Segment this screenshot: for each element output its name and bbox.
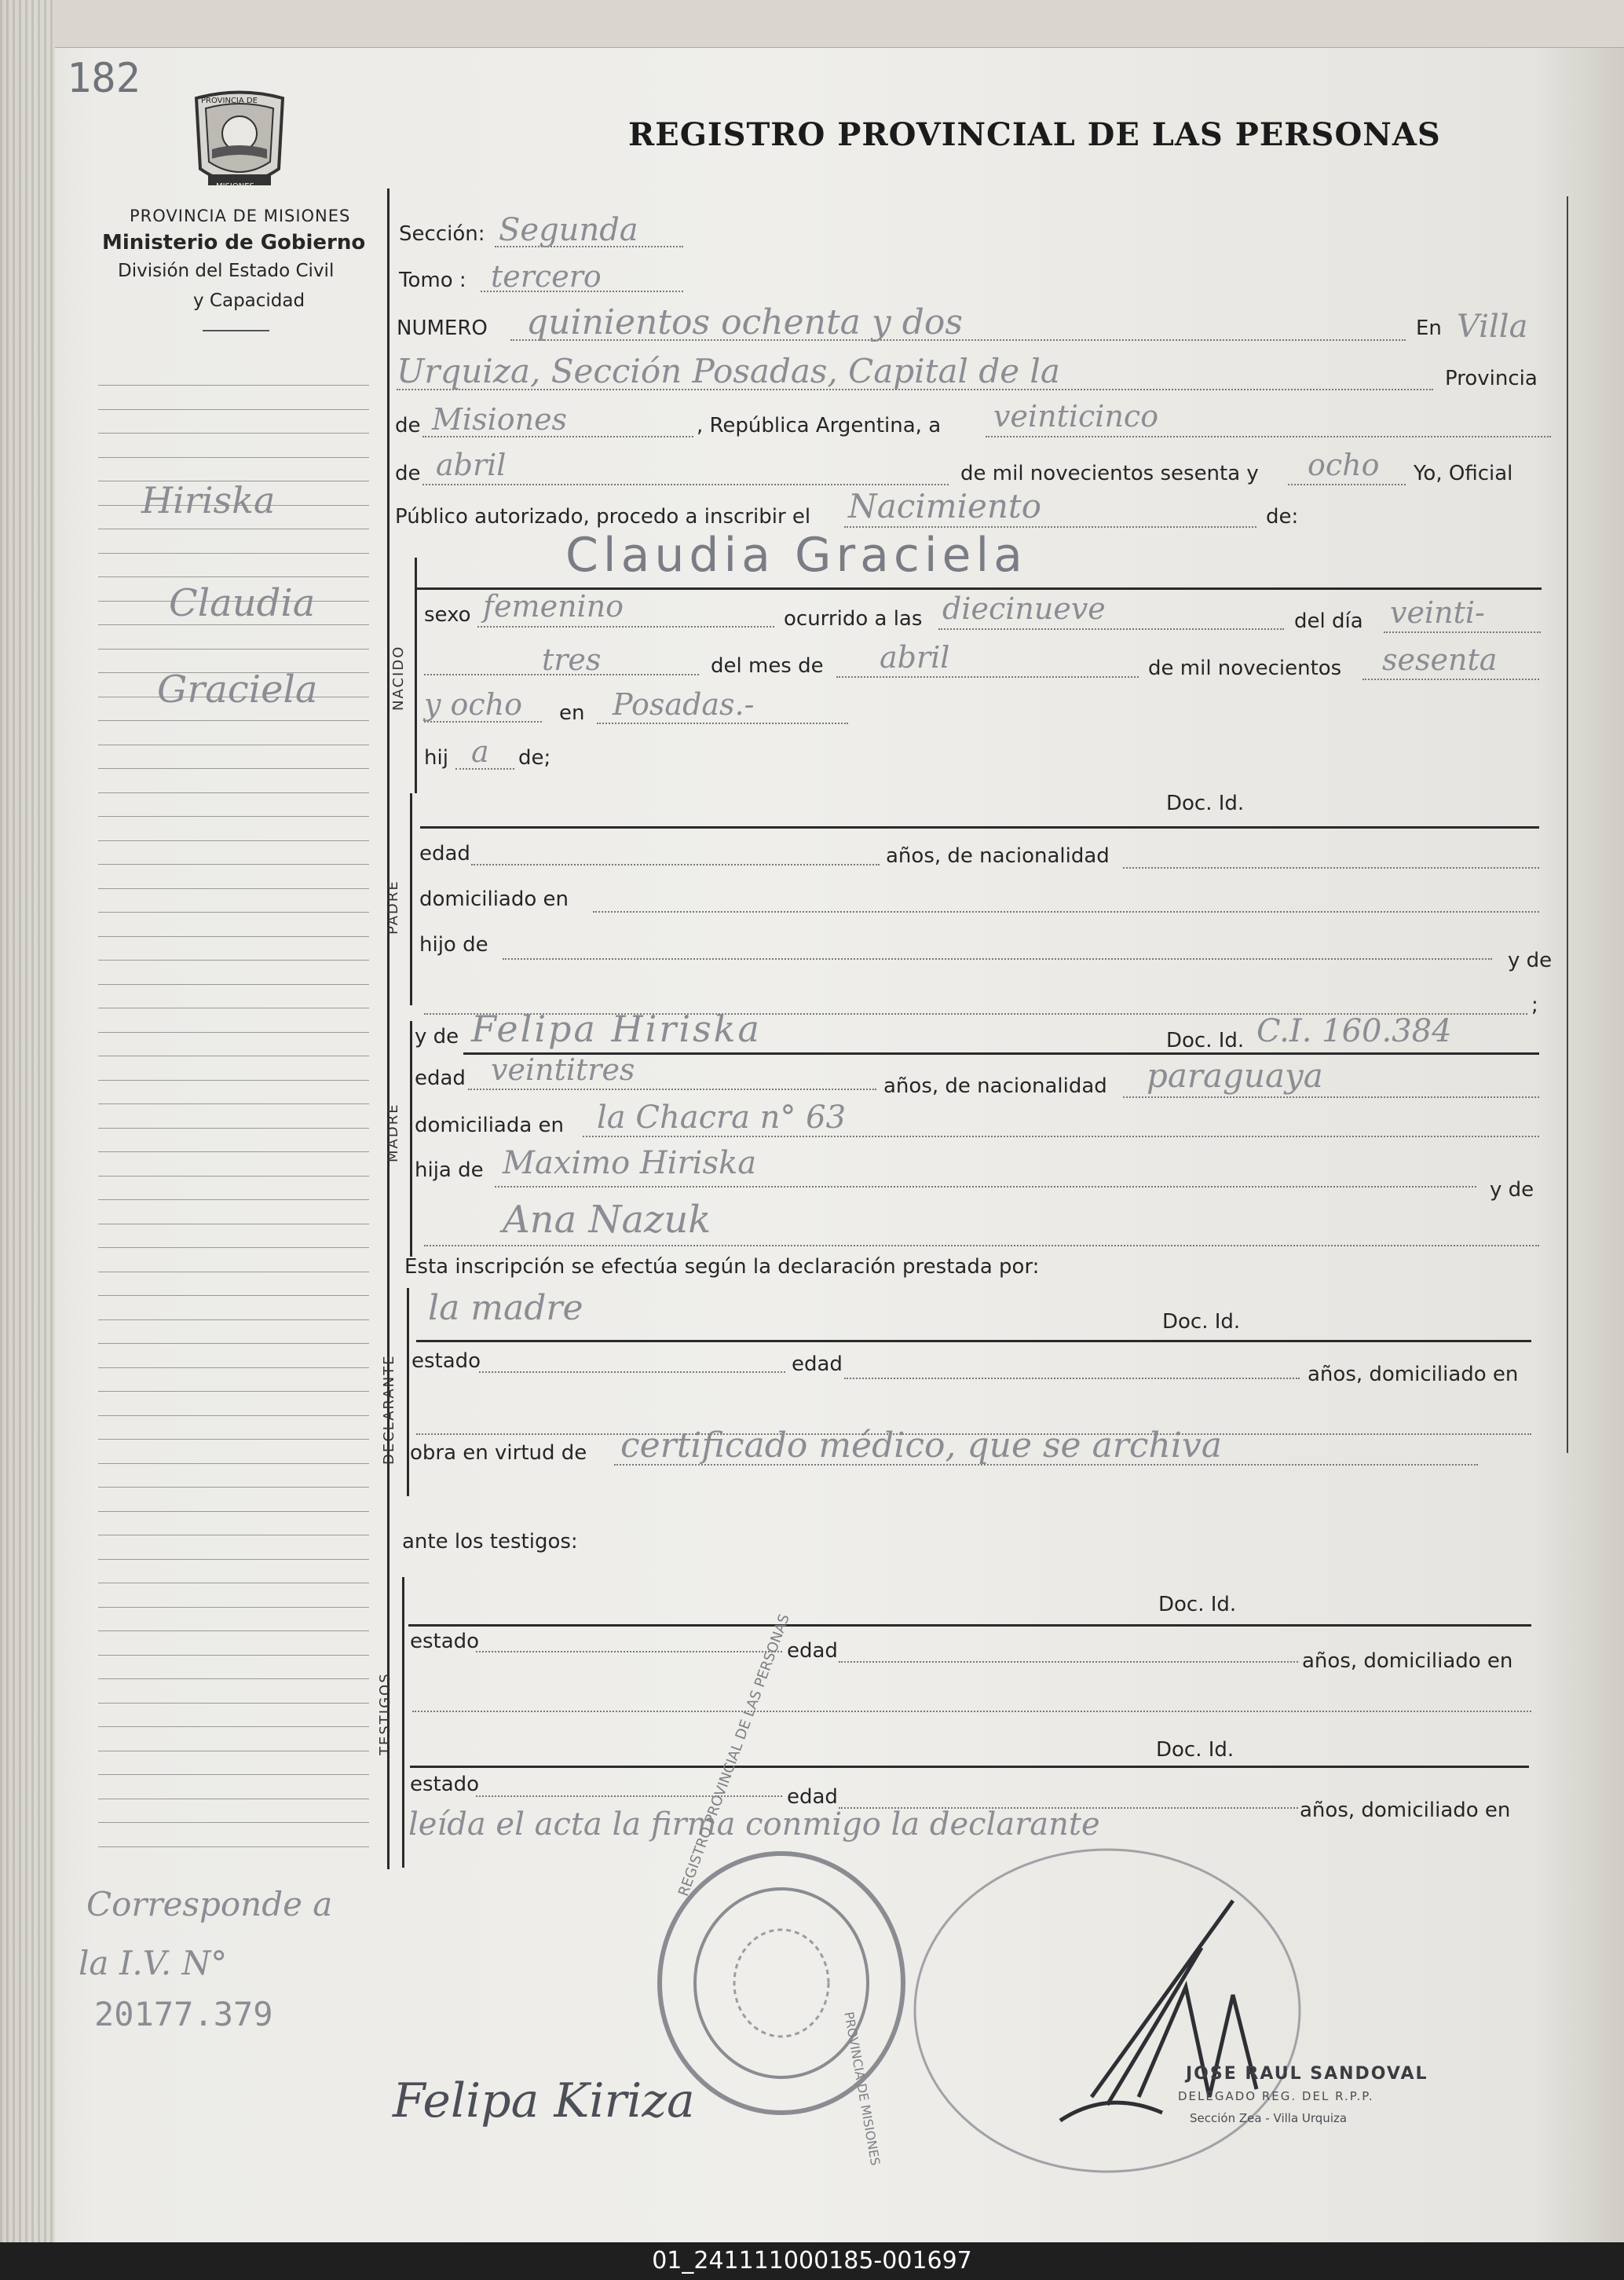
declarante-signature: Felipa Kiriza xyxy=(393,2073,695,2128)
testigo1-top-rule xyxy=(408,1624,1531,1627)
province-label: PROVINCIA DE MISIONES xyxy=(130,207,351,225)
margin-rule xyxy=(98,457,369,458)
anio-value: ocho xyxy=(1308,448,1380,482)
en-label: En xyxy=(1416,317,1442,340)
de-label: de xyxy=(395,414,421,437)
dia-line xyxy=(986,436,1551,437)
margin-rule xyxy=(98,912,369,913)
madre-domicilio-line xyxy=(583,1136,1539,1137)
madre-hija-label: hija de xyxy=(415,1158,484,1182)
obra-value: certificado médico, que se archiva xyxy=(620,1425,1222,1466)
testigo1-domicilio-line xyxy=(412,1711,1531,1712)
yo-oficial-label: Yo, Oficial xyxy=(1414,462,1513,485)
padre-domicilio-label: domiciliado en xyxy=(419,887,569,911)
leida-value: leída el acta la firma conmigo la declarante xyxy=(408,1806,1100,1843)
provincia-label: Provincia xyxy=(1445,367,1538,390)
margin-rule xyxy=(98,1080,369,1081)
declarante-estado-label: estado xyxy=(411,1349,481,1373)
margin-rule xyxy=(98,1511,369,1512)
madre-domicilio-label: domiciliada en xyxy=(415,1114,565,1137)
margin-rule xyxy=(98,864,369,865)
margin-rule xyxy=(98,553,369,554)
margin-nombre2: Graciela xyxy=(157,668,318,712)
madre-edad-value: veintitres xyxy=(491,1052,635,1087)
margin-rule xyxy=(98,1247,369,1248)
footer-identifier: 01_241111000185-001697 xyxy=(0,2242,1624,2280)
top-edge xyxy=(55,0,1624,48)
margin-rule xyxy=(98,1463,369,1464)
madre-doc-value: C.I. 160.384 xyxy=(1256,1013,1452,1049)
document-title: REGISTRO PROVINCIAL DE LAS PERSONAS xyxy=(628,116,1441,153)
seccion-value: Segunda xyxy=(499,212,638,248)
declarante-anos-label: años, domiciliado en xyxy=(1308,1363,1519,1386)
declarante-top-rule xyxy=(416,1340,1531,1342)
declarante-bracket xyxy=(407,1288,409,1496)
lugar-nac-value: Posadas.- xyxy=(613,687,755,722)
side-label-declarante: DECLARANTE xyxy=(381,1354,397,1465)
testigo2-doc-label: Doc. Id. xyxy=(1156,1738,1234,1762)
official-place: Sección Zea - Villa Urquiza xyxy=(1190,2111,1348,2125)
lugar-value: Urquiza, Sección Posadas, Capital de la xyxy=(397,352,1060,390)
page-number: 182 xyxy=(67,55,141,102)
padre-edad-label: edad xyxy=(419,842,470,866)
anio-line xyxy=(1288,484,1406,485)
en-value: Villa xyxy=(1457,309,1528,345)
margin-rule xyxy=(98,1319,369,1320)
declarante-doc-label: Doc. Id. xyxy=(1162,1310,1241,1334)
testigo1-estado-line xyxy=(476,1651,782,1652)
padre-hijo-label: hijo de xyxy=(419,933,488,957)
margin-rule xyxy=(98,1415,369,1416)
sexo-line xyxy=(477,626,774,628)
margin-rule xyxy=(98,1391,369,1392)
padre-hijo-line xyxy=(503,958,1492,960)
madre-madre-value: Ana Nazuk xyxy=(503,1198,711,1242)
side-label-nacido: NACIDO xyxy=(390,645,407,711)
margin-rule xyxy=(98,1439,369,1440)
anio-nac-value: sesenta xyxy=(1382,642,1498,677)
margin-rule xyxy=(98,1846,369,1847)
testigos-bracket xyxy=(402,1577,404,1868)
testigo2-estado-label: estado xyxy=(410,1773,480,1796)
padre-top-rule xyxy=(420,826,1539,829)
margin-rule xyxy=(98,792,369,793)
ministry-label: Ministerio de Gobierno xyxy=(102,231,366,254)
child-name: Claudia Graciela xyxy=(565,528,1027,583)
dia-nac-line xyxy=(1384,631,1541,633)
margin-rule xyxy=(98,1151,369,1152)
capacity-label: y Capacidad xyxy=(193,291,305,311)
madre-edad-label: edad xyxy=(415,1067,466,1090)
nacido-bracket xyxy=(415,558,417,793)
madre-nac-line xyxy=(1123,1096,1539,1098)
sexo-label: sexo xyxy=(424,603,471,627)
margin-nombre1: Claudia xyxy=(169,581,316,625)
madre-anos-label: años, de nacionalidad xyxy=(883,1074,1107,1098)
margin-nota-2: la I.V. N° xyxy=(79,1944,228,1982)
margin-rule xyxy=(98,1607,369,1608)
de-colon-label: de: xyxy=(1266,505,1299,529)
margin-rule xyxy=(98,1703,369,1704)
testigo2-anos-label: años, domiciliado en xyxy=(1300,1799,1511,1822)
tomo-label: Tomo : xyxy=(399,269,466,292)
margin-rule xyxy=(98,1343,369,1344)
margin-rule xyxy=(98,1559,369,1560)
de2-label: de xyxy=(395,462,421,485)
margin-rule xyxy=(98,888,369,889)
hora-value: diecinueve xyxy=(942,591,1106,626)
margin-nota-3: 20177.379 xyxy=(94,1995,273,2033)
madre-nombre-value: Felipa Hiriska xyxy=(471,1008,762,1050)
margin-rule xyxy=(98,936,369,937)
margin-nota-1: Corresponde a xyxy=(86,1885,333,1923)
margin-rule xyxy=(98,1678,369,1679)
padre-anos-label: años, de nacionalidad xyxy=(886,844,1110,868)
republica-label: , República Argentina, a xyxy=(697,414,942,437)
padre-semicolon: ; xyxy=(1531,994,1538,1017)
provincia-value: Misiones xyxy=(432,402,568,437)
sexo-value: femenino xyxy=(483,589,624,624)
dia-value: veinticinco xyxy=(993,399,1159,434)
testigo2-edad-label: edad xyxy=(787,1785,838,1809)
mes-nac-line xyxy=(836,676,1139,678)
header-rule xyxy=(203,330,269,331)
margin-rule xyxy=(98,433,369,434)
madre-y-de2-label: y de xyxy=(1490,1178,1534,1202)
margin-rule xyxy=(98,1032,369,1033)
padre-nac-line xyxy=(1123,867,1539,869)
testigo1-anos-label: años, domiciliado en xyxy=(1302,1649,1513,1673)
madre-bracket xyxy=(410,1021,412,1257)
emblem-text-bottom: MISIONES xyxy=(216,182,254,191)
inscripcion-label: Esta inscripción se efectúa según la declaración prestada por: xyxy=(404,1255,1040,1279)
right-edge-line xyxy=(1567,196,1568,1453)
declarante-edad-label: edad xyxy=(792,1352,843,1376)
margin-rule xyxy=(98,1295,369,1296)
obra-label: obra en virtud de xyxy=(410,1441,587,1465)
side-label-madre: MADRE xyxy=(385,1103,401,1162)
margin-rule xyxy=(98,1199,369,1200)
padre-y-de-label: y de xyxy=(1508,949,1553,972)
hij-label: hij xyxy=(424,746,448,770)
margin-rule xyxy=(98,840,369,841)
madre-hija-line xyxy=(495,1186,1476,1188)
mes-line xyxy=(422,484,949,485)
book-binding xyxy=(0,0,55,2242)
hij-value: a xyxy=(471,734,489,769)
mes-nac-value: abril xyxy=(880,640,950,675)
anio-nac-line xyxy=(1362,679,1539,680)
margin-rule xyxy=(98,720,369,721)
testigo1-estado-label: estado xyxy=(410,1630,480,1653)
dia-nac-value: veinti- xyxy=(1390,595,1485,630)
testigo2-top-rule xyxy=(410,1766,1529,1768)
numero-value: quinientos ochenta y dos xyxy=(526,302,963,342)
hora-line xyxy=(938,628,1284,630)
publico-label: Público autorizado, procedo a inscribir el xyxy=(395,505,811,529)
testigo1-edad-line xyxy=(839,1661,1298,1663)
margin-rule xyxy=(98,984,369,985)
padre-bracket xyxy=(410,793,412,1005)
official-name: JOSE RAUL SANDOVAL xyxy=(1186,2064,1428,2084)
declarante-estado-line xyxy=(479,1371,785,1373)
madre-madre-line xyxy=(424,1245,1539,1246)
margin-apellido: Hiriska xyxy=(141,479,276,522)
seccion-label: Sección: xyxy=(399,222,485,246)
madre-padre-value: Maximo Hiriska xyxy=(503,1145,757,1181)
dia2-value: tres xyxy=(542,642,602,677)
madre-doc-label: Doc. Id. xyxy=(1166,1029,1245,1052)
official-role: DELEGADO REG. DEL R.P.P. xyxy=(1178,2089,1374,2103)
margin-rule xyxy=(98,409,369,410)
del-dia-label: del día xyxy=(1294,609,1363,633)
anio-nac2-value: y ocho xyxy=(424,687,523,722)
declarante-edad-line xyxy=(844,1378,1300,1379)
madre-y-de-label: y de xyxy=(415,1025,459,1049)
official-signature-circle xyxy=(903,1838,1311,2183)
main-frame-line xyxy=(387,188,390,1869)
margin-rule xyxy=(98,1630,369,1631)
en2-label: en xyxy=(559,701,585,725)
margin-rule xyxy=(98,960,369,961)
division-label: División del Estado Civil xyxy=(118,261,335,281)
madre-domicilio-value: la Chacra n° 63 xyxy=(597,1100,847,1136)
tomo-value: tercero xyxy=(491,259,602,294)
margin-rule xyxy=(98,1128,369,1129)
testigo1-edad-label: edad xyxy=(787,1639,838,1663)
numero-label: NUMERO xyxy=(397,317,488,340)
testigo2-estado-line xyxy=(476,1795,782,1797)
declarante-value: la madre xyxy=(428,1288,583,1328)
stamp-ring-text: REGISTRO PROVINCIAL DE LAS PERSONAS xyxy=(675,1612,793,1899)
padre-edad-line xyxy=(471,864,880,866)
testigo1-doc-label: Doc. Id. xyxy=(1158,1593,1237,1616)
margin-rule xyxy=(98,1103,369,1104)
del-mes-label: del mes de xyxy=(711,654,824,678)
margin-rule xyxy=(98,649,369,650)
mes-value: abril xyxy=(436,448,507,482)
side-label-padre: PADRE xyxy=(385,880,401,935)
margin-rule xyxy=(98,1176,369,1177)
madre-edad-line xyxy=(468,1089,876,1090)
inscribir-value: Nacimiento xyxy=(848,487,1042,525)
margin-rule xyxy=(98,768,369,769)
madre-nac-value: paraguaya xyxy=(1147,1056,1323,1095)
ocurrido-label: ocurrido a las xyxy=(784,607,923,631)
margin-rule xyxy=(98,1822,369,1823)
stamp-inner-text: PROVINCIA DE MISIONES xyxy=(841,2011,883,2167)
margin-rule xyxy=(98,576,369,577)
margin-rule xyxy=(98,1655,369,1656)
emblem-text-top: PROVINCIA DE xyxy=(201,97,258,105)
margin-rule xyxy=(98,1367,369,1368)
hij-de-label: de; xyxy=(518,746,551,770)
margin-rule xyxy=(98,816,369,817)
lugar-nac-line xyxy=(597,723,848,724)
side-label-testigos: TESTIGOS xyxy=(377,1672,393,1755)
mil-label: de mil novecientos sesenta y xyxy=(960,462,1259,485)
padre-domicilio-line xyxy=(593,911,1539,913)
padre-doc-label: Doc. Id. xyxy=(1166,792,1245,815)
margin-rule xyxy=(98,1487,369,1488)
margin-rule xyxy=(98,1774,369,1775)
mil-nac-label: de mil novecientos xyxy=(1148,657,1342,680)
testigos-label: ante los testigos: xyxy=(402,1530,578,1554)
margin-rule xyxy=(98,385,369,386)
margin-rule xyxy=(98,1726,369,1727)
